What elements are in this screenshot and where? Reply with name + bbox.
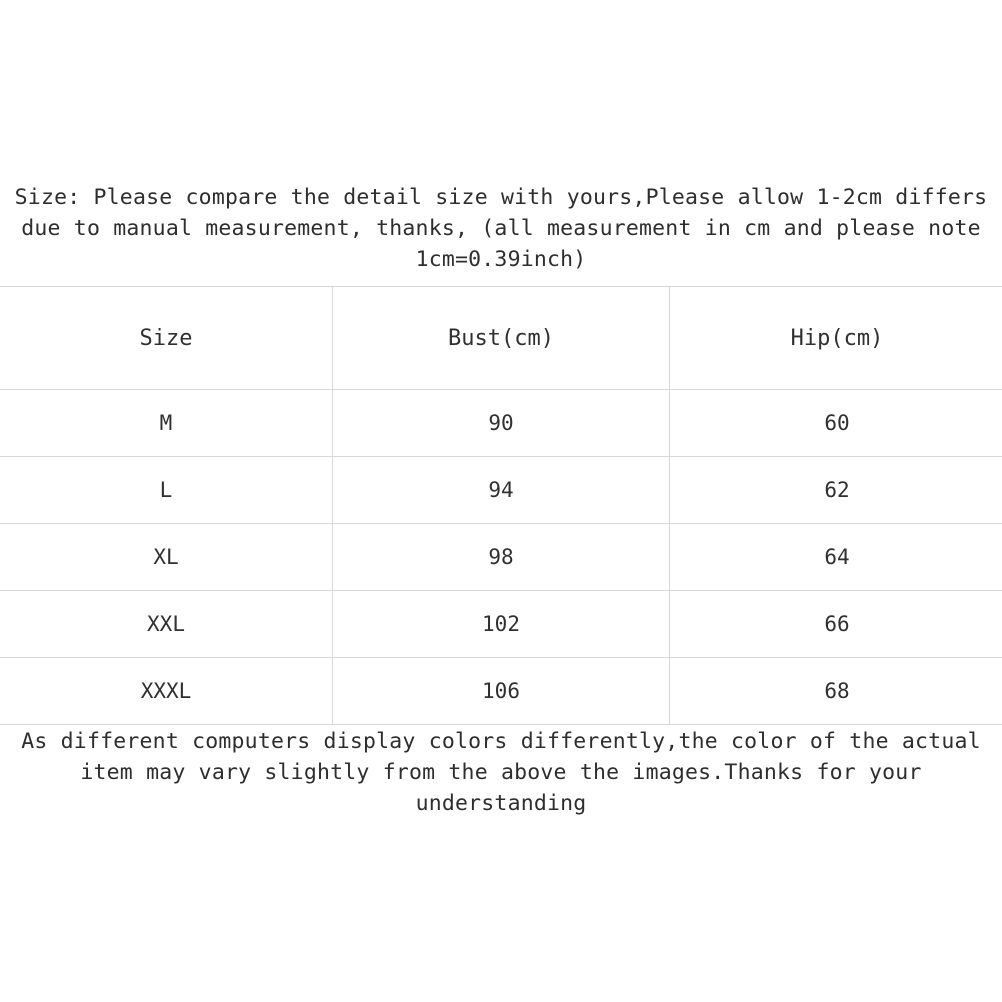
cell-size: M [0,390,333,457]
cell-bust: 102 [333,591,670,658]
table-row [0,524,1002,591]
table-row [0,457,1002,524]
color-disclaimer-note: As different computers display colors differently,the color of the actual item may vary slightly from the above the images.Thanks for your understanding [21,729,994,816]
header-hip: Hip(cm) [670,287,1002,390]
cell-size: XL [0,524,333,591]
cell-size: XXXL [0,658,333,725]
header-size: Size [0,287,333,390]
cell-hip: 66 [670,591,1002,658]
cell-hip: 68 [670,658,1002,725]
measurement-note: Size: Please compare the detail size with yours,Please allow 1-2cm differs due to manual measurement, thanks, (all measurement in cm and please note 1cm=0.39inch) [14,185,1001,272]
table-row [0,658,1002,725]
cell-size: XXL [0,591,333,658]
cell-hip: 62 [670,457,1002,524]
cell-bust: 90 [333,390,670,457]
size-chart-table [0,286,1002,725]
cell-size: L [0,457,333,524]
cell-bust: 98 [333,524,670,591]
table-row [0,390,1002,457]
table-header-row [0,287,1002,390]
cell-bust: 94 [333,457,670,524]
cell-hip: 60 [670,390,1002,457]
cell-bust: 106 [333,658,670,725]
cell-hip: 64 [670,524,1002,591]
header-bust: Bust(cm) [333,287,670,390]
table-row [0,591,1002,658]
